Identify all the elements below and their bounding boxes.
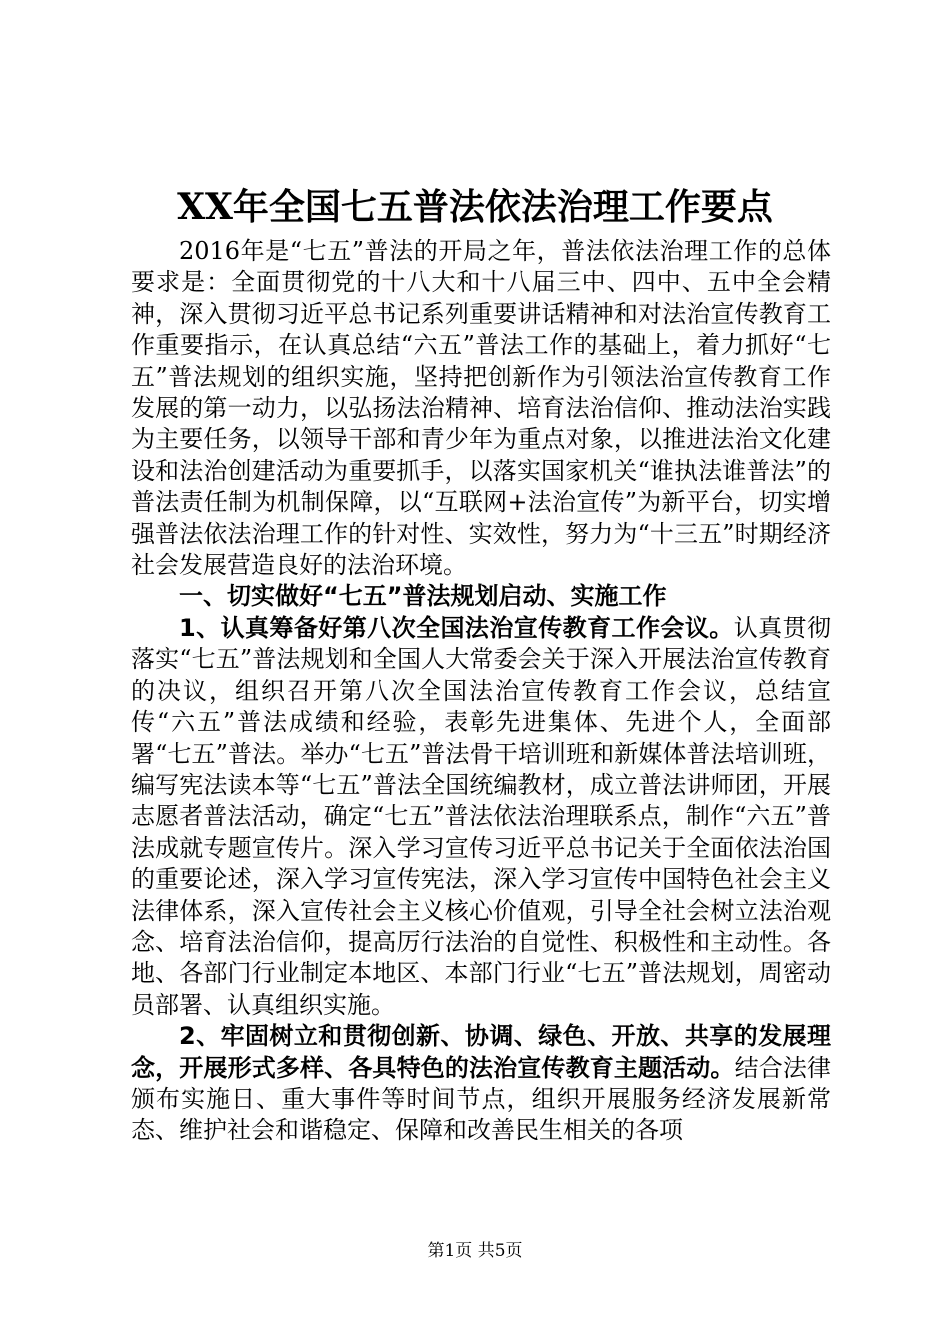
item-paragraph-1 — [131, 613, 831, 1021]
item-paragraph-2 — [131, 1021, 831, 1147]
intro-paragraph: 2016年是“七五”普法的开局之年，普法依法治理工作的总体要求是：全面贯彻党的十八大和十八届三中、四中、五中全会精神，深入贯彻习近平总书记系列重要讲话精神和对法治宣传教育工作重要指示，在认真总结“六五”普法工作的基础上，着力抓好“七五”普法规划的组织实施，坚持把创新作为引领法治宣传教育工作发展的第一动力，以弘扬法治精神、培育法治信仰、推动法治实践为主要任务，以领导干部和青少年为重点对象，以推进法治文化建设和法治创建活动为重要抓手，以落实国家机关“谁执法谁普法”的普法责任制为机制保障，以“互联网+法治宣传”为新平台，切实增强普法依法治理工作的针对性、实效性，努力为“十三五”时期经济社会发展营造良好的法治环境。 — [131, 237, 831, 580]
page-footer: 第1页 共5页 — [427, 1241, 523, 1261]
item-lead-1: 1、认真筹备好第八次全国法治宣传教育工作会议。 — [179, 613, 734, 642]
document-body — [131, 236, 831, 1147]
section-heading: 一、切实做好“七五”普法规划启动、实施工作 — [179, 582, 667, 611]
item-text-2: 结合法律颁布实施日、重大事件等时间节点，组织开展服务经济发展新常态、维护社会和谐稳定、保障和改善民生相关的各项 — [131, 1053, 832, 1145]
document-title: XX年全国七五普法依法治理工作要点 — [177, 186, 773, 228]
item-lead-2: 2、牢固树立和贯彻创新、协调、绿色、开放、共享的发展理念，开展形式多样、各具特色的法治宣传教育主题活动。 — [131, 1022, 831, 1082]
item-text-1: 认真贯彻落实“七五”普法规划和全国人大常委会关于深入开展法治宣传教育的决议，组织召开第八次全国法治宣传教育工作会议，总结宣传“六五”普法成绩和经验，表彰先进集体、先进个人，全面部署“七五”普法。举办“七五”普法骨干培训班和新媒体普法培训班，编写宪法读本等“七五”普法全国统编教材，成立普法讲师团，开展志愿者普法活动，确定“七五”普法依法治理联系点，制作“六五”普法成就专题宣传片。深入学习宣传习近平总书记关于全面依法治国的重要论述，深入学习宣传宪法，深入学习宣传中国特色社会主义法律体系，深入宣传社会主义核心价值观，引导全社会树立法治观念、培育法治信仰，提高厉行法治的自觉性、积极性和主动性。各地、各部门行业制定本地区、本部门行业“七五”普法规划，周密动员部署、认真组织实施。 — [131, 613, 832, 1019]
